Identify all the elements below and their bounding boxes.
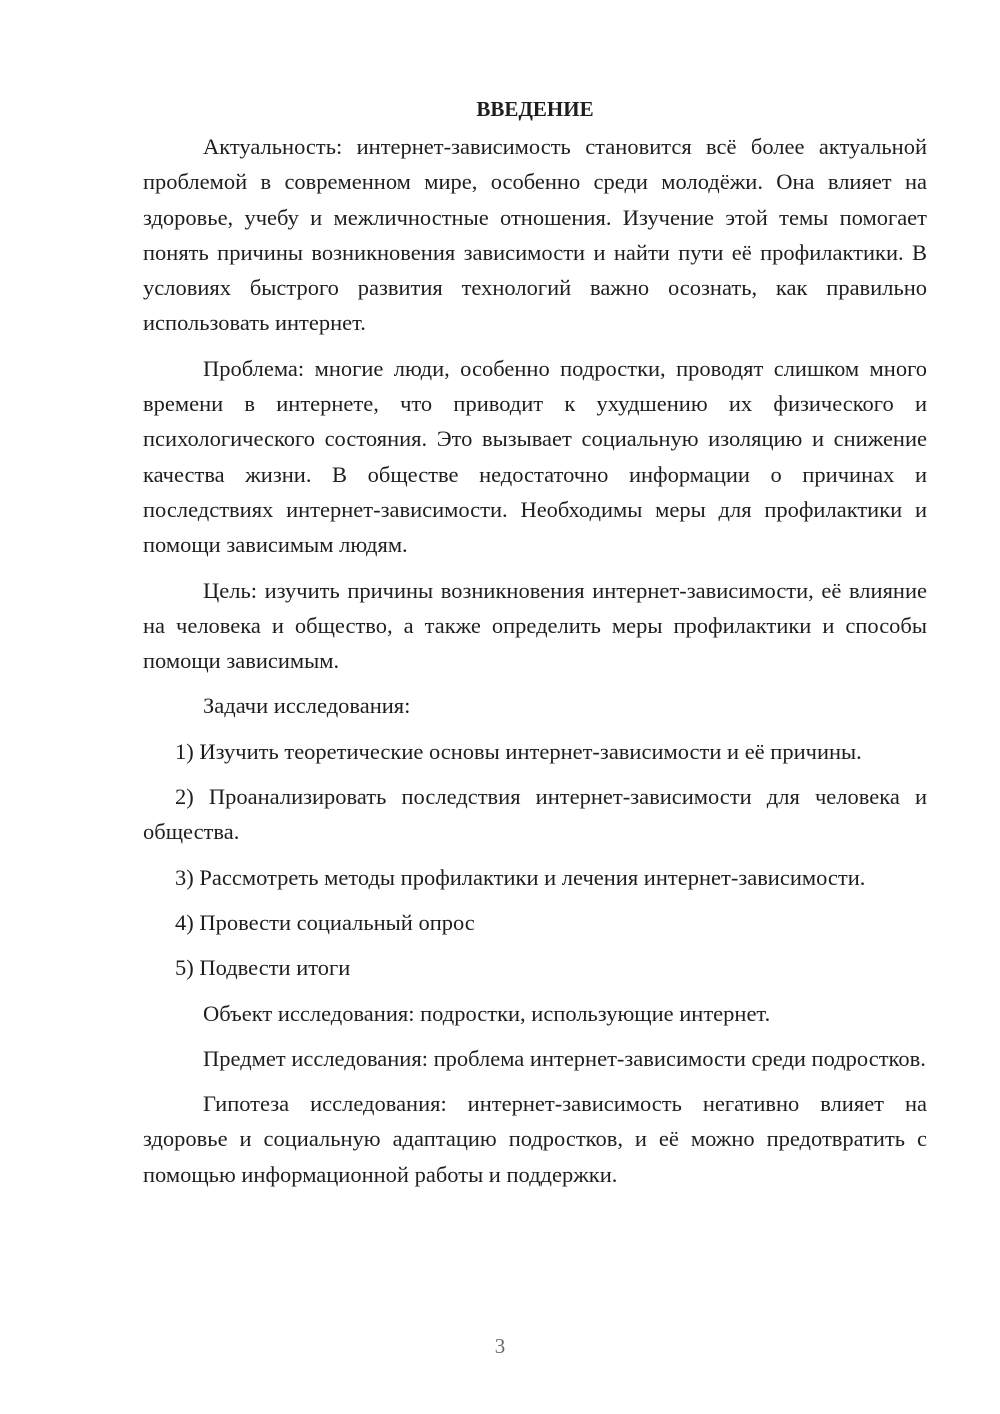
paragraph-object: Объект исследования: подростки, использующие интернет. (203, 1000, 771, 1026)
paragraph-problem: Проблема: многие люди, особенно подростки, проводят слишком много времени в интернете, что приводит к ухудшению их физического и психологического состояния. Это вызывает социальную изоляцию и снижение качества жизни. В обществе недостаточно информации о причинах и последствиях интернет-зависимости. Необходимы меры для профилактики и помощи зависимым людям. (143, 355, 927, 558)
section-title: ВВЕДЕНИЕ (476, 97, 594, 121)
page-number: 3 (494, 1334, 506, 1358)
task-item-1: 1) Изучить теоретические основы интернет-зависимости и её причины. (175, 738, 862, 764)
task-item-5: 5) Подвести итоги (175, 955, 351, 981)
paragraph-relevance: Актуальность: интернет-зависимость становится всё более актуальной проблемой в современном мире, особенно среди молодёжи. Она влияет на здоровье, учебу и межличностные отношения. Изучение этой темы помогает понять причины возникновения зависимости и найти пути её профилактики. В условиях быстрого развития технологий важно осознать, как правильно использовать интернет. (143, 134, 927, 336)
tasks-heading: Задачи исследования: (203, 693, 411, 719)
task-item-4: 4) Провести социальный опрос (175, 909, 475, 935)
paragraph-goal: Цель: изучить причины возникновения интернет-зависимости, её влияние на человека и общество, а также определить меры профилактики и способы помощи зависимым. (143, 577, 927, 674)
paragraph-subject: Предмет исследования: проблема интернет-зависимости среди подростков. (203, 1045, 926, 1071)
paragraph-hypothesis: Гипотеза исследования: интернет-зависимость негативно влияет на здоровье и социальную адаптацию подростков, и её можно предотвратить с помощью информационной работы и поддержки. (143, 1091, 927, 1187)
task-item-2: 2) Проанализировать последствия интернет-зависимости для человека и общества. (143, 784, 927, 845)
document-page (143, 92, 927, 1202)
task-item-3: 3) Рассмотреть методы профилактики и лечения интернет-зависимости. (175, 864, 866, 890)
